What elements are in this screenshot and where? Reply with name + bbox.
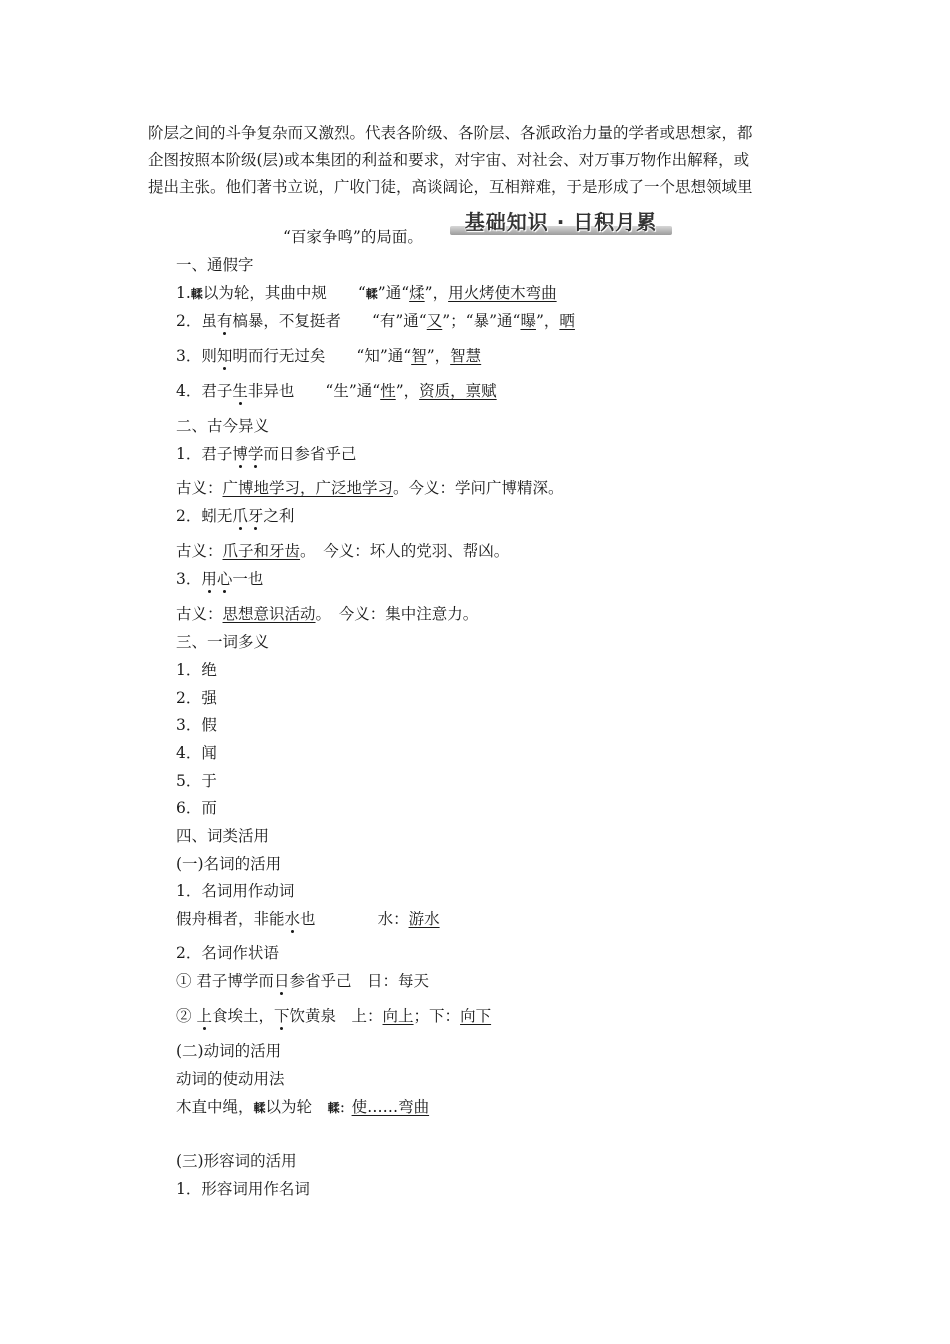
- intro-paragraph: [148, 120, 808, 201]
- section-title: 三、一词多义: [176, 633, 270, 651]
- item-text: 3．: [176, 570, 202, 588]
- item-number: 1.: [176, 284, 191, 302]
- meaning-line: [176, 477, 564, 499]
- example-line: [176, 908, 440, 930]
- list-item: [176, 505, 294, 527]
- list-item: 5．于: [176, 772, 217, 790]
- list-item: [176, 310, 575, 332]
- list-item: [176, 345, 481, 367]
- char: 性: [380, 382, 396, 400]
- char: 又: [426, 312, 443, 330]
- list-item: 1．绝: [176, 661, 217, 679]
- item-text: 非异也: [247, 382, 295, 400]
- list-item: 2．强: [176, 689, 217, 707]
- list-item: [176, 282, 557, 305]
- item-text: “: [357, 284, 366, 302]
- label: 古义：: [176, 542, 223, 560]
- item-text: “有”通“: [371, 312, 427, 330]
- label: ；下：: [413, 1007, 461, 1025]
- banner-title: 基础知识 · 日积月累: [464, 210, 658, 234]
- item-text: 暴: [247, 312, 264, 330]
- label: 輮：: [327, 1101, 352, 1115]
- item-text: 以为轮，其曲中规: [202, 284, 327, 302]
- meaning: 使……弯曲: [351, 1098, 430, 1116]
- meaning-line: [176, 540, 509, 562]
- old-meaning: 广博地学习，广泛地学习: [222, 479, 394, 497]
- list-item: [176, 568, 263, 590]
- example-line: [176, 1096, 429, 1119]
- item-text: “知”通“: [356, 347, 412, 365]
- dotted-char: 博: [232, 445, 248, 463]
- list-item: [176, 443, 356, 465]
- char: 智: [411, 347, 427, 365]
- item-text: 假舟楫者，非能: [176, 910, 285, 928]
- point-title: 1．形容词用作名词: [176, 1180, 310, 1198]
- item-text: 参省乎己: [289, 972, 352, 990]
- meaning: 向上: [382, 1007, 414, 1025]
- list-item: 3．假: [176, 716, 217, 734]
- dotted-char: 生: [232, 382, 248, 400]
- section-banner: [450, 206, 672, 236]
- item-text: ”，: [395, 382, 420, 400]
- point-title: 动词的使动用法: [176, 1070, 285, 1088]
- section-title: 一、通假字: [176, 256, 254, 274]
- item-text: 木直中绳，: [176, 1098, 254, 1116]
- meaning: 用火烤使木弯曲: [448, 284, 557, 302]
- intro-line: 企图按照本阶级(层)或本集团的利益和要求，对宇宙、对社会、对万事万物作出解释，或: [148, 151, 750, 169]
- dotted-char: 牙: [247, 507, 264, 525]
- old-meaning: 思想意识活动: [222, 605, 316, 623]
- item-text: ②: [176, 1007, 197, 1025]
- point-title: 1．名词用作动词: [176, 882, 295, 900]
- subsection-title: (一)名词的活用: [176, 855, 282, 873]
- example-line: [176, 970, 429, 992]
- dotted-char: 知: [216, 347, 233, 365]
- glyph: 輮: [253, 1101, 266, 1115]
- meaning: 向下: [460, 1007, 492, 1025]
- item-text: 明而行无过矣: [232, 347, 326, 365]
- item-text: ”，: [535, 312, 560, 330]
- item-text: 2．虽: [176, 312, 217, 330]
- list-item: [176, 380, 497, 402]
- dotted-char: 下: [273, 1007, 290, 1025]
- item-text: 一也: [232, 570, 264, 588]
- item-text: ① 君子博学而: [176, 972, 274, 990]
- dotted-char: 水: [284, 910, 301, 928]
- new-meaning: 。 今义：坏人的党羽、帮凶。: [300, 542, 510, 560]
- item-text: 4．君子: [176, 382, 233, 400]
- subsection-title: (二)动词的活用: [176, 1042, 282, 1060]
- point-title: 2．名词作状语: [176, 944, 279, 962]
- new-meaning: 。今义：学问广博精深。: [393, 479, 564, 497]
- meaning-line: [176, 603, 478, 625]
- char: 煣: [409, 284, 425, 302]
- label: 古义：: [176, 605, 223, 623]
- example-line: [176, 1005, 491, 1027]
- label: 水：: [377, 910, 409, 928]
- item-text: 以为轮: [265, 1098, 313, 1116]
- item-text: 1．君子: [176, 445, 233, 463]
- new-meaning: 。 今义：集中注意力。: [315, 605, 479, 623]
- meaning: 日：每天: [366, 972, 429, 990]
- intro-line: 提出主张。他们著书立说，广收门徒，高谈阔论，互相辩难，于是形成了一个思想领域里: [148, 178, 753, 196]
- section-title: 二、古今异义: [176, 417, 270, 435]
- item-text: 食埃土，: [211, 1007, 274, 1025]
- item-text: 2．蚓无: [176, 507, 233, 525]
- intro-line: 阶层之间的斗争复杂而又激烈。代表各阶级、各阶层、各派政治力量的学者或思想家，都: [148, 124, 753, 142]
- item-text: 也: [300, 910, 316, 928]
- dotted-char: 用: [201, 570, 217, 588]
- item-text: “生”通“: [325, 382, 381, 400]
- item-text: 饮黄泉: [289, 1007, 336, 1025]
- item-text: ，不复挺者: [263, 312, 341, 330]
- label: 上：: [351, 1007, 383, 1025]
- dotted-char: 日: [273, 972, 290, 990]
- meaning: 资质，禀赋: [419, 382, 497, 400]
- dotted-char: 学: [247, 445, 264, 463]
- dotted-char: 上: [196, 1007, 212, 1025]
- dotted-char: 有: [216, 312, 233, 330]
- section-title: 四、词类活用: [176, 827, 270, 845]
- meaning: 游水: [408, 910, 440, 928]
- meaning: 智慧: [450, 347, 482, 365]
- glyph: 輮: [190, 287, 203, 301]
- dotted-char: 心: [216, 570, 233, 588]
- list-item: 6．而: [176, 799, 217, 817]
- glyph: 輮: [365, 287, 378, 301]
- list-item: 4．闻: [176, 744, 217, 762]
- old-meaning: 爪子和牙齿: [222, 542, 301, 560]
- item-text: 而日参省乎己: [263, 445, 357, 463]
- label: 古义：: [176, 479, 223, 497]
- item-text: 槁: [232, 312, 248, 330]
- subsection-title: (三)形容词的活用: [176, 1152, 297, 1170]
- meaning: 晒: [559, 312, 575, 330]
- item-text: ”，: [426, 347, 451, 365]
- item-text: ”通“: [377, 284, 410, 302]
- item-text: ”；“暴”通“: [442, 312, 521, 330]
- char: 曝: [520, 312, 536, 330]
- item-text: 3．则: [176, 347, 217, 365]
- intro-line: “百家争鸣”的局面。: [283, 228, 423, 246]
- item-text: ”，: [424, 284, 449, 302]
- dotted-char: 爪: [232, 507, 248, 525]
- item-text: 之利: [263, 507, 295, 525]
